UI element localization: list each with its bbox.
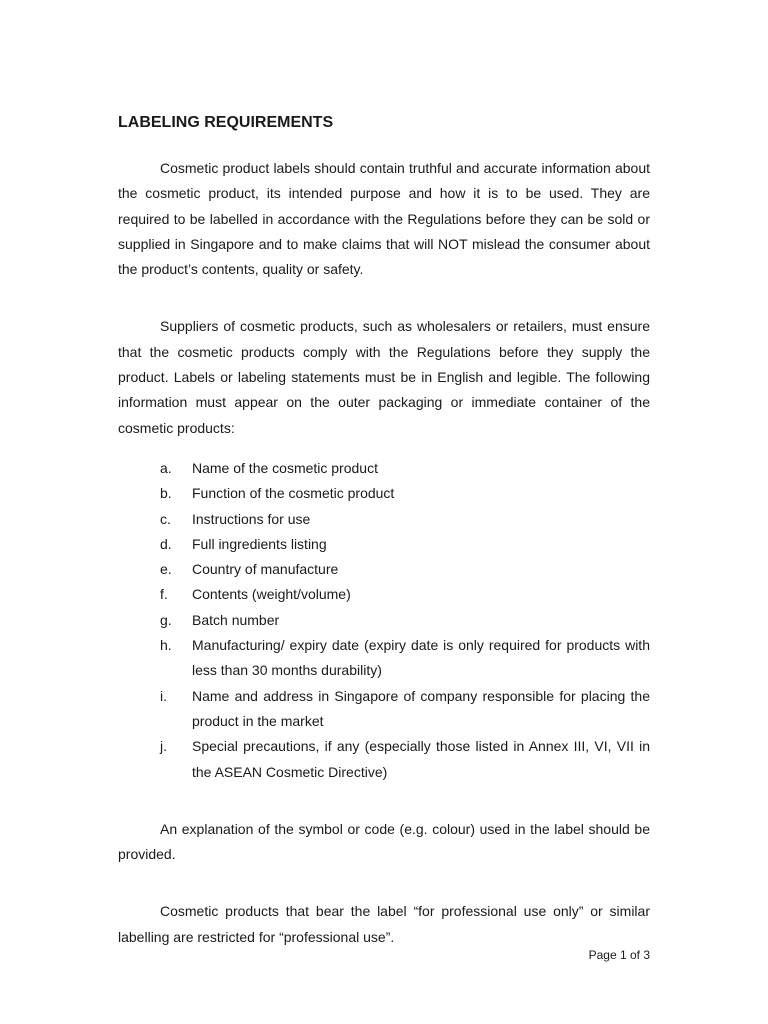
page-number: Page 1 of 3 [588,948,650,962]
list-item-text: Name and address in Singapore of company responsible for placing the product in the market [192,687,650,729]
list-item-text: Country of manufacture [192,561,339,578]
list-item-text: Manufacturing/ expiry date (expiry date is only required for products with less than 30 months durability) [192,637,650,679]
list-item-letter: c. [160,510,171,527]
document-title: LABELING REQUIREMENTS [118,114,334,131]
list-item [118,734,650,785]
list-item-text: Instructions for use [192,510,311,527]
list-item-letter: g. [160,611,172,628]
paragraph-symbol-explanation: An explanation of the symbol or code (e.g. colour) used in the label should be provided. [118,820,650,863]
list-item [118,532,650,557]
document-page [118,112,650,950]
list-item-letter: j. [160,738,167,755]
paragraph-professional-use: Cosmetic products that bear the label “for professional use only” or similar labelling are restricted for “professional use”. [118,903,650,945]
list-item [118,557,650,582]
list-item [118,608,650,633]
list-item-text: Special precautions, if any (especially those listed in Annex III, VI, VII in the ASEAN Cosmetic Directive) [192,738,650,780]
list-item-letter: d. [160,535,172,552]
list-item-text: Function of the cosmetic product [192,485,395,502]
list-item-letter: i. [160,687,167,704]
paragraph-suppliers: Suppliers of cosmetic products, such as wholesalers or retailers, must ensure that the cosmetic products comply with the Regulations before they supply the product. Labels or labeling statements must be in English and legible. The following information must appear on the outer packaging or immediate container of the cosmetic products: [118,318,650,436]
requirements-list [118,456,650,785]
paragraph-intro: Cosmetic product labels should contain truthful and accurate information about the cosmetic product, its intended purpose and how it is to be used. They are required to be labelled in accordance with the Regulations before they can be sold or supplied in Singapore and to make claims that will NOT mislead the consumer about the product’s contents, quality or safety. [118,160,650,278]
list-item-text: Full ingredients listing [192,535,327,552]
list-item [118,481,650,506]
list-item-letter: e. [160,561,172,578]
list-item [118,684,650,735]
list-item-text: Batch number [192,611,280,628]
list-item-text: Contents (weight/volume) [192,586,351,603]
list-item [118,582,650,607]
list-item-letter: h. [160,637,172,654]
list-item-text: Name of the cosmetic product [192,459,378,476]
list-item-letter: b. [160,485,172,502]
list-item-letter: a. [160,459,172,476]
list-item-letter: f. [160,586,168,603]
list-item [118,633,650,684]
list-item [118,456,650,481]
list-item [118,507,650,532]
